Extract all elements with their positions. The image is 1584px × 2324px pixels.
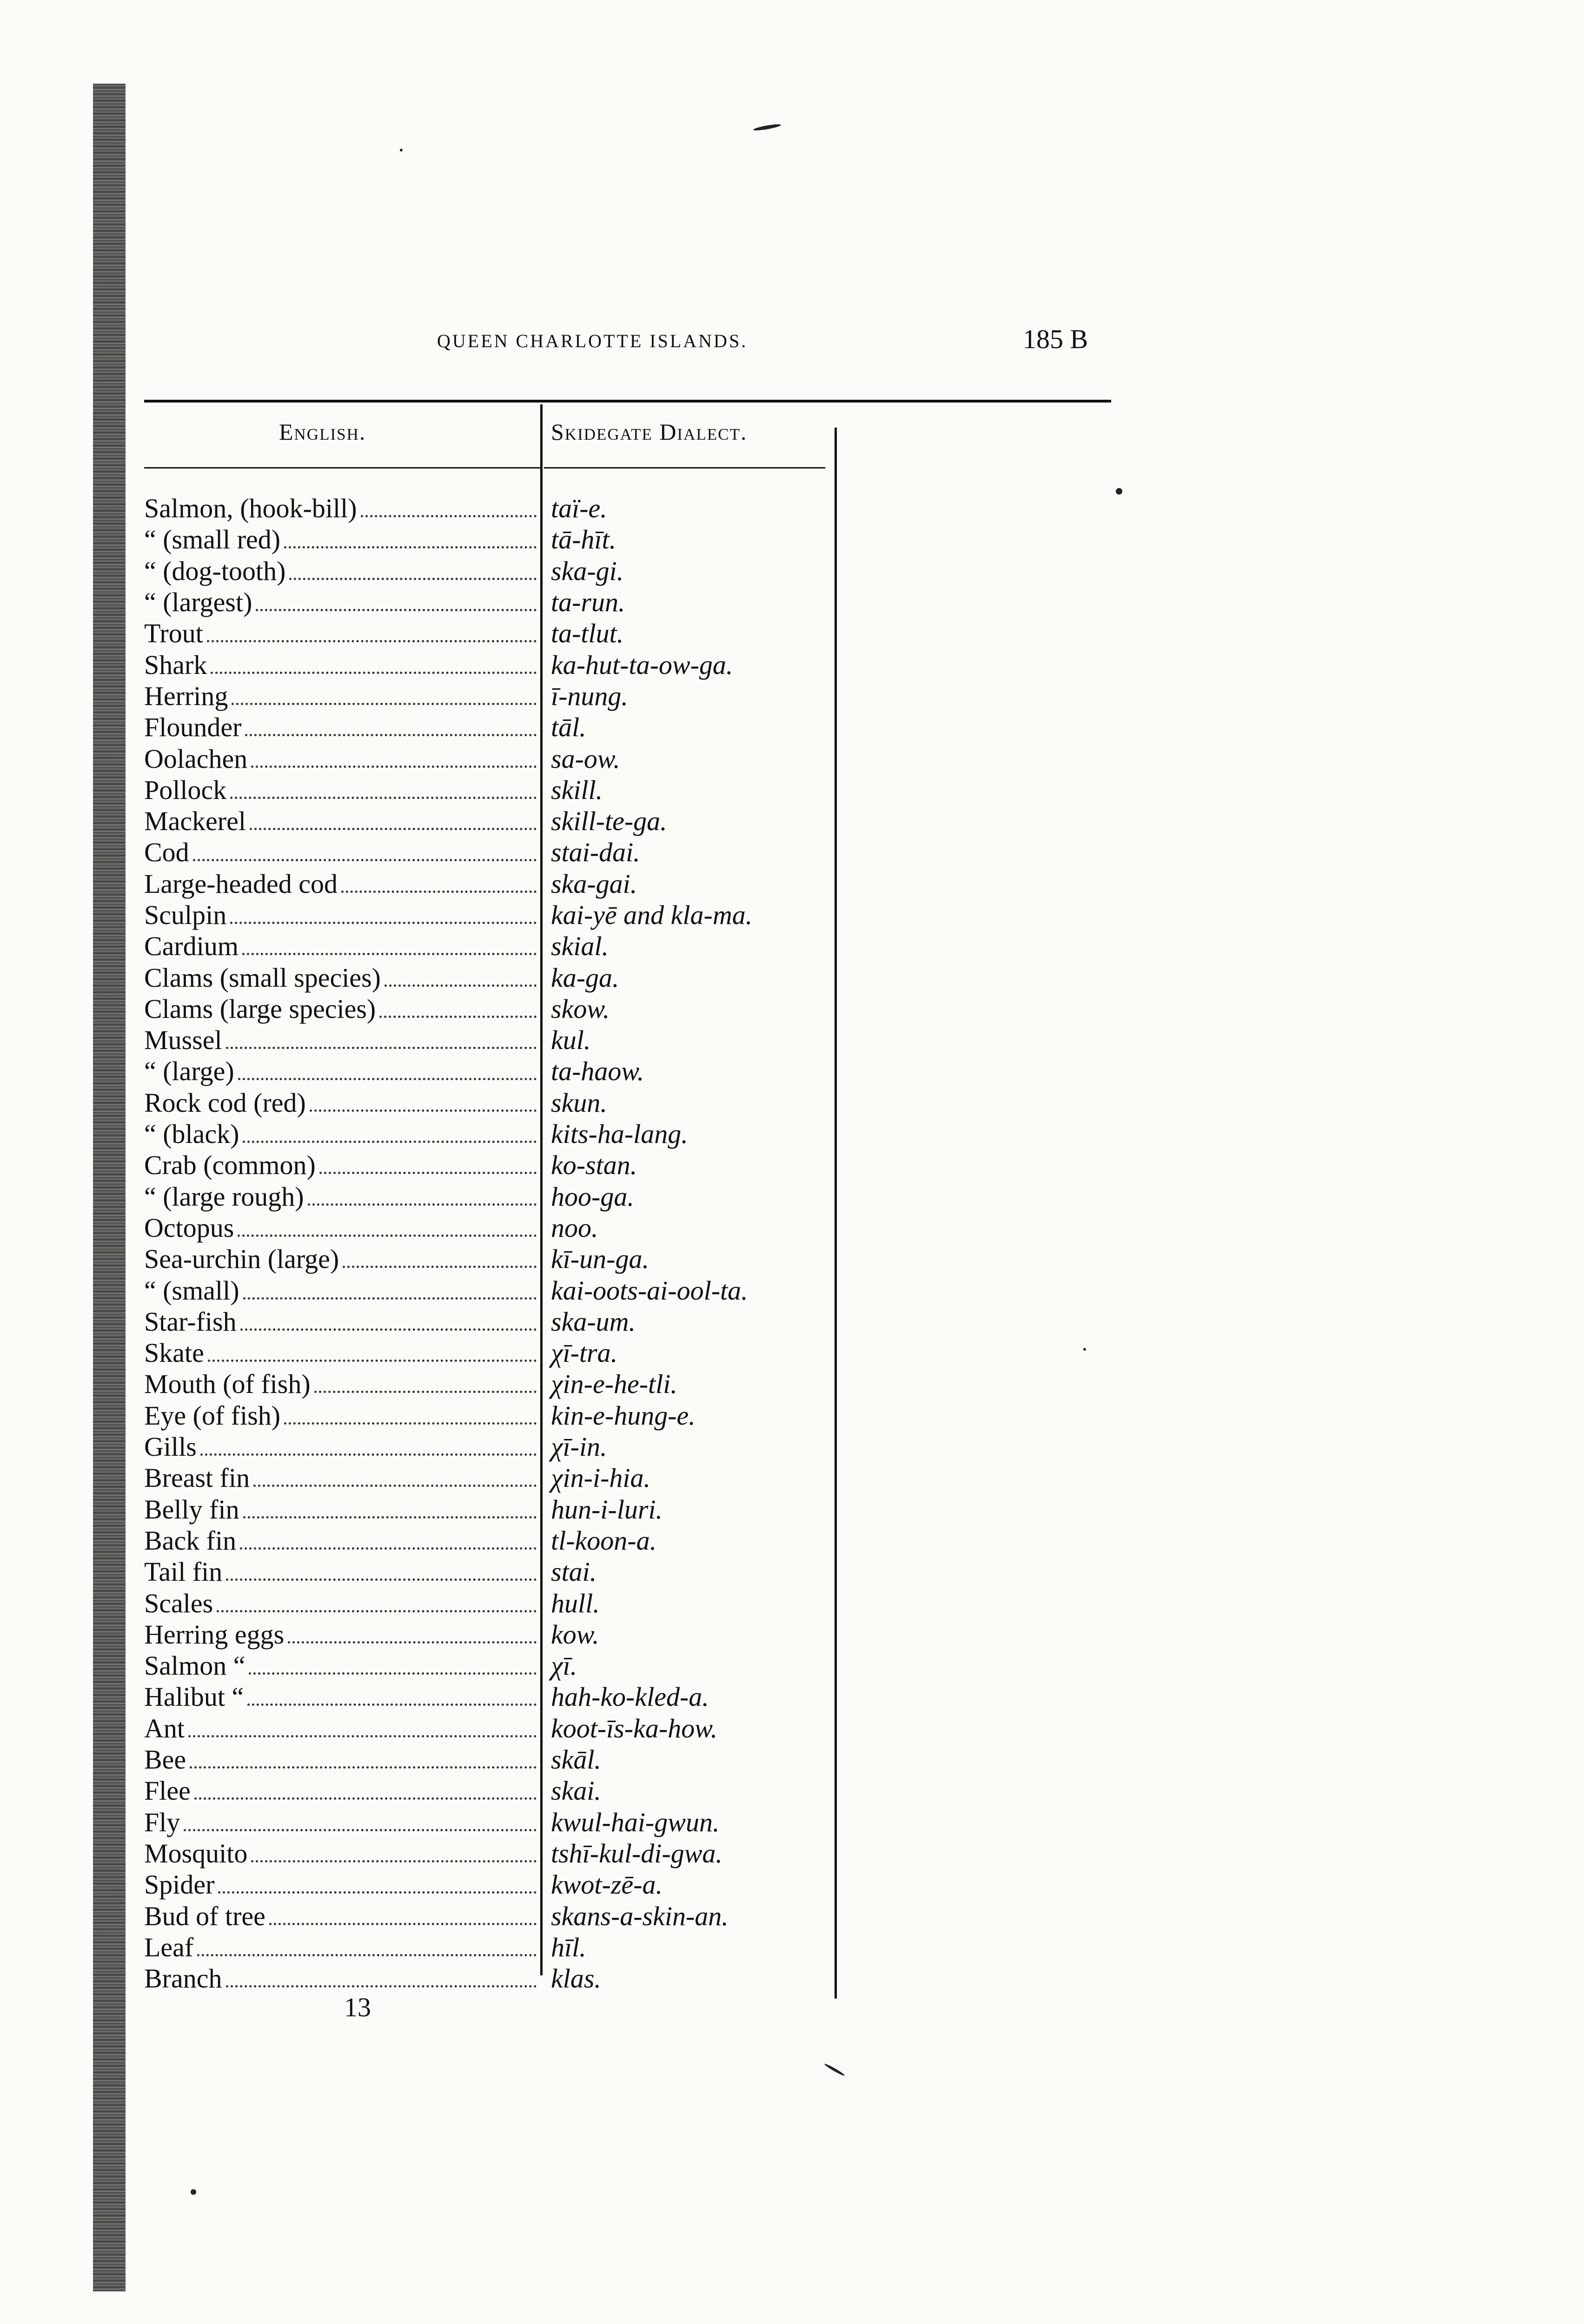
printer-signature: 13 xyxy=(344,1992,371,2022)
skidegate-term: hīl. xyxy=(551,1932,586,1962)
table-row xyxy=(144,837,842,868)
english-cell xyxy=(144,1932,539,1963)
dot-leader xyxy=(230,921,537,924)
table-row xyxy=(144,1400,842,1431)
english-cell xyxy=(144,1149,539,1181)
english-term: Cardium xyxy=(144,931,239,962)
dot-leader xyxy=(319,1171,537,1174)
dot-leader xyxy=(240,1547,537,1550)
skidegate-term: sa-ow. xyxy=(551,743,620,774)
english-cell xyxy=(144,1368,539,1400)
english-cell xyxy=(144,1588,539,1619)
english-cell xyxy=(144,1838,539,1869)
table-row xyxy=(144,1306,842,1337)
skidegate-term: ska-gi. xyxy=(551,555,624,586)
dot-leader xyxy=(379,1015,537,1018)
english-term: Mackerel xyxy=(144,806,246,837)
english-cell xyxy=(144,1901,539,1932)
english-cell xyxy=(144,1650,539,1681)
dot-leader xyxy=(193,858,537,861)
skidegate-term: χī-tra. xyxy=(551,1338,618,1368)
english-term: Halibut “ xyxy=(144,1682,244,1712)
table-row xyxy=(144,962,842,993)
english-cell xyxy=(144,1681,539,1712)
dot-leader xyxy=(250,827,537,830)
skidegate-term: taï-e. xyxy=(551,493,607,524)
speck xyxy=(191,2189,196,2195)
english-term: Skate xyxy=(144,1338,204,1368)
english-term: Tail fin xyxy=(144,1557,223,1587)
english-term: Trout xyxy=(144,618,203,649)
table-row xyxy=(144,712,842,743)
dot-leader xyxy=(284,1422,537,1425)
english-cell xyxy=(144,524,539,555)
skidegate-term: ska-um. xyxy=(551,1306,636,1337)
english-term: Oolachen xyxy=(144,743,248,774)
dot-leader xyxy=(289,577,537,580)
dot-leader xyxy=(230,796,537,799)
english-term: Shark xyxy=(144,649,207,680)
english-cell xyxy=(144,993,539,1024)
dot-leader xyxy=(184,1829,537,1831)
table-row xyxy=(144,931,842,962)
english-cell xyxy=(144,1087,539,1118)
skidegate-term: skial. xyxy=(551,931,609,962)
english-term: Mouth (of fish) xyxy=(144,1369,311,1400)
skidegate-term: tāl. xyxy=(551,712,586,743)
english-cell xyxy=(144,1869,539,1900)
skidegate-term: kī-un-ga. xyxy=(551,1244,649,1274)
skidegate-term: stai-dai. xyxy=(551,837,640,868)
skidegate-term: hull. xyxy=(551,1588,600,1618)
skidegate-term: kow. xyxy=(551,1619,599,1650)
running-title: QUEEN CHARLOTTE ISLANDS. xyxy=(437,330,748,351)
english-cell xyxy=(144,1807,539,1838)
dot-leader xyxy=(384,984,537,987)
skidegate-term: tshī-kul-di-gwa. xyxy=(551,1838,722,1868)
english-term: “ (small) xyxy=(144,1275,239,1306)
skidegate-term: tā-hīt. xyxy=(551,524,616,555)
ink-mark xyxy=(753,123,781,132)
dot-leader xyxy=(251,765,537,768)
english-term: “ (large rough) xyxy=(144,1181,304,1212)
english-term: Bee xyxy=(144,1744,186,1775)
english-cell xyxy=(144,1775,539,1806)
english-cell xyxy=(144,1713,539,1744)
english-cell xyxy=(144,868,539,899)
english-cell xyxy=(144,1275,539,1306)
english-term: Branch xyxy=(144,1963,222,1994)
skidegate-term: ka-hut-ta-ow-ga. xyxy=(551,649,733,680)
skidegate-term: hoo-ga. xyxy=(551,1181,634,1212)
page-header xyxy=(139,321,1116,363)
speck xyxy=(400,149,403,152)
table-row xyxy=(144,868,842,899)
english-term: Clams (large species) xyxy=(144,993,376,1024)
english-term: Scales xyxy=(144,1588,213,1618)
dot-leader xyxy=(314,1390,537,1393)
english-term: Clams (small species) xyxy=(144,962,381,993)
dot-leader xyxy=(247,1703,537,1706)
table-row xyxy=(144,1838,842,1869)
skidegate-term: hun-i-luri. xyxy=(551,1494,663,1525)
dot-leader xyxy=(269,1922,537,1925)
english-cell xyxy=(144,1525,539,1556)
table-row xyxy=(144,1713,842,1744)
skidegate-term: noo. xyxy=(551,1212,598,1243)
english-term: Fly xyxy=(144,1807,180,1837)
english-cell xyxy=(144,962,539,993)
english-cell xyxy=(144,618,539,649)
table-row xyxy=(144,1744,842,1775)
table-row xyxy=(144,1681,842,1712)
english-cell xyxy=(144,555,539,587)
table-row xyxy=(144,1963,842,1994)
english-term: Mosquito xyxy=(144,1838,248,1868)
english-cell xyxy=(144,1024,539,1056)
book-binding-edge xyxy=(93,84,126,2291)
table-row xyxy=(144,1118,842,1149)
dot-leader xyxy=(226,1046,537,1049)
english-cell xyxy=(144,1243,539,1274)
english-term: Sea-urchin (large) xyxy=(144,1244,339,1274)
dot-leader xyxy=(242,952,537,955)
dot-leader xyxy=(251,1860,537,1862)
table-row xyxy=(144,1149,842,1181)
skidegate-term: ska-gai. xyxy=(551,868,637,899)
english-cell xyxy=(144,1400,539,1431)
dot-leader xyxy=(211,671,537,674)
dot-leader xyxy=(218,1891,537,1894)
english-cell xyxy=(144,805,539,837)
column-header-rule xyxy=(144,467,542,469)
english-term: Back fin xyxy=(144,1525,237,1556)
dot-leader xyxy=(226,1985,537,1987)
english-cell xyxy=(144,712,539,743)
skidegate-term: kai-yē and kla-ma. xyxy=(551,900,753,930)
table-row xyxy=(144,1212,842,1243)
table-row xyxy=(144,1869,842,1900)
dot-leader xyxy=(190,1766,537,1769)
dot-leader xyxy=(256,608,537,611)
dot-leader xyxy=(232,702,537,705)
dot-leader xyxy=(200,1453,537,1456)
dot-leader xyxy=(243,1297,537,1300)
dot-leader xyxy=(194,1797,537,1800)
english-term: Salmon, (hook-bill) xyxy=(144,493,357,524)
skidegate-term: χin-i-hia. xyxy=(551,1463,650,1493)
skidegate-term: skāl. xyxy=(551,1744,601,1775)
dot-leader xyxy=(188,1735,537,1737)
english-cell xyxy=(144,931,539,962)
ink-mark xyxy=(824,2063,845,2077)
dot-leader xyxy=(243,1516,537,1519)
english-cell xyxy=(144,1744,539,1775)
table-row xyxy=(144,1274,842,1306)
dot-leader xyxy=(245,733,537,736)
column-header-rule xyxy=(544,467,825,469)
speck xyxy=(1083,1348,1086,1351)
english-cell xyxy=(144,1963,539,1994)
table-row xyxy=(144,1932,842,1963)
table-row xyxy=(144,493,842,524)
english-term: “ (black) xyxy=(144,1119,239,1149)
skidegate-term: kwot-zē-a. xyxy=(551,1869,663,1900)
skidegate-term: χin-e-he-tli. xyxy=(551,1369,677,1400)
table-row xyxy=(144,1181,842,1212)
english-term: “ (largest) xyxy=(144,587,252,618)
english-cell xyxy=(144,680,539,712)
skidegate-term: hah-ko-kled-a. xyxy=(551,1682,709,1712)
english-cell xyxy=(144,1556,539,1587)
english-term: Octopus xyxy=(144,1212,234,1243)
dot-leader xyxy=(249,1672,537,1675)
english-cell xyxy=(144,1337,539,1368)
english-term: Eye (of fish) xyxy=(144,1400,281,1431)
table-row xyxy=(144,1431,842,1462)
english-term: Cod xyxy=(144,837,189,868)
table-row xyxy=(144,649,842,680)
english-term: Ant xyxy=(144,1713,185,1743)
english-term: Rock cod (red) xyxy=(144,1087,306,1118)
dot-leader xyxy=(238,1234,537,1237)
english-cell xyxy=(144,837,539,868)
skidegate-term: klas. xyxy=(551,1963,601,1994)
english-cell xyxy=(144,1619,539,1650)
table-row xyxy=(144,1900,842,1931)
skidegate-term: ī-nung. xyxy=(551,680,628,711)
table-row xyxy=(144,680,842,712)
dot-leader xyxy=(253,1484,537,1487)
speck xyxy=(1116,488,1122,495)
english-cell xyxy=(144,1462,539,1493)
english-term: “ (small red) xyxy=(144,524,281,555)
skidegate-term: skill. xyxy=(551,774,603,805)
english-term: Herring xyxy=(144,680,228,711)
english-term: Star-fish xyxy=(144,1306,237,1337)
skidegate-term: ta-run. xyxy=(551,587,625,618)
table-row xyxy=(144,1650,842,1681)
dot-leader xyxy=(310,1109,537,1112)
skidegate-term: ko-stan. xyxy=(551,1150,637,1181)
table-row xyxy=(144,555,842,587)
dot-leader xyxy=(238,1077,537,1080)
english-term: Pollock xyxy=(144,774,227,805)
dot-leader xyxy=(343,1265,537,1268)
english-cell xyxy=(144,1431,539,1462)
dot-leader xyxy=(208,1359,537,1362)
table-row xyxy=(144,1462,842,1493)
table-row xyxy=(144,1243,842,1274)
table-row xyxy=(144,618,842,649)
table-row xyxy=(144,899,842,931)
english-term: “ (dog-tooth) xyxy=(144,555,286,586)
english-term: Crab (common) xyxy=(144,1150,316,1181)
english-term: Flee xyxy=(144,1776,191,1806)
dot-leader xyxy=(284,546,537,548)
english-term: Breast fin xyxy=(144,1463,250,1493)
dot-leader xyxy=(197,1954,537,1956)
vocabulary-table xyxy=(144,493,842,1994)
english-cell xyxy=(144,649,539,680)
table-row xyxy=(144,1587,842,1618)
dot-leader xyxy=(308,1203,537,1206)
skidegate-term: ta-tlut. xyxy=(551,618,624,649)
dot-leader xyxy=(288,1641,537,1644)
table-row xyxy=(144,743,842,774)
table-row xyxy=(144,1087,842,1118)
dot-leader xyxy=(341,890,537,893)
skidegate-term: ka-ga. xyxy=(551,962,619,993)
english-cell xyxy=(144,493,539,524)
skidegate-term: skill-te-ga. xyxy=(551,806,667,837)
table-row xyxy=(144,524,842,555)
english-cell xyxy=(144,1306,539,1337)
table-row xyxy=(144,587,842,618)
table-row xyxy=(144,1494,842,1525)
english-cell xyxy=(144,1494,539,1525)
column-header-english: English. xyxy=(279,419,366,445)
english-cell xyxy=(144,587,539,618)
english-term: Salmon “ xyxy=(144,1651,245,1681)
english-term: Flounder xyxy=(144,712,242,743)
skidegate-term: ta-haow. xyxy=(551,1056,644,1087)
english-cell xyxy=(144,1181,539,1212)
table-row xyxy=(144,1337,842,1368)
skidegate-term: kul. xyxy=(551,1025,591,1056)
english-term: Spider xyxy=(144,1869,215,1900)
dot-leader xyxy=(361,515,537,517)
skidegate-term: χī. xyxy=(551,1651,577,1681)
skidegate-term: skow. xyxy=(551,993,610,1024)
skidegate-term: kwul-hai-gwun. xyxy=(551,1807,720,1837)
table-row xyxy=(144,805,842,837)
english-term: Sculpin xyxy=(144,900,227,930)
skidegate-term: skun. xyxy=(551,1087,607,1118)
table-row xyxy=(144,774,842,805)
skidegate-term: kai-oots-ai-ool-ta. xyxy=(551,1275,748,1306)
skidegate-term: stai. xyxy=(551,1557,597,1587)
english-term: Leaf xyxy=(144,1932,194,1962)
page-number: 185 B xyxy=(1023,324,1088,354)
english-cell xyxy=(144,743,539,774)
dot-leader xyxy=(217,1610,537,1612)
english-cell xyxy=(144,1056,539,1087)
english-term: Herring eggs xyxy=(144,1619,285,1650)
table-row xyxy=(144,1024,842,1056)
dot-leader xyxy=(207,640,537,642)
header-rule xyxy=(144,400,1111,403)
skidegate-term: koot-īs-ka-how. xyxy=(551,1713,718,1743)
skidegate-term: kin-e-hung-e. xyxy=(551,1400,696,1431)
table-row xyxy=(144,1056,842,1087)
english-cell xyxy=(144,899,539,931)
table-row xyxy=(144,1525,842,1556)
skidegate-term: skai. xyxy=(551,1776,601,1806)
dot-leader xyxy=(243,1140,537,1143)
dot-leader xyxy=(240,1328,537,1331)
dot-leader xyxy=(226,1578,537,1581)
english-cell xyxy=(144,1118,539,1149)
table-row xyxy=(144,1619,842,1650)
skidegate-term: kits-ha-lang. xyxy=(551,1119,688,1149)
english-term: Belly fin xyxy=(144,1494,239,1525)
skidegate-term: skans-a-skin-an. xyxy=(551,1901,729,1931)
english-term: “ (large) xyxy=(144,1056,234,1087)
english-term: Mussel xyxy=(144,1025,222,1056)
table-row xyxy=(144,1368,842,1400)
english-term: Bud of tree xyxy=(144,1901,265,1931)
english-term: Gills xyxy=(144,1432,197,1462)
table-row xyxy=(144,1556,842,1587)
column-header-skidegate: Skidegate Dialect. xyxy=(551,419,748,445)
table-row xyxy=(144,1775,842,1806)
english-cell xyxy=(144,1212,539,1243)
table-row xyxy=(144,1806,842,1837)
skidegate-term: χī-in. xyxy=(551,1432,607,1462)
english-cell xyxy=(144,774,539,805)
table-row xyxy=(144,993,842,1024)
skidegate-term: tl-koon-a. xyxy=(551,1525,657,1556)
english-term: Large-headed cod xyxy=(144,868,338,899)
